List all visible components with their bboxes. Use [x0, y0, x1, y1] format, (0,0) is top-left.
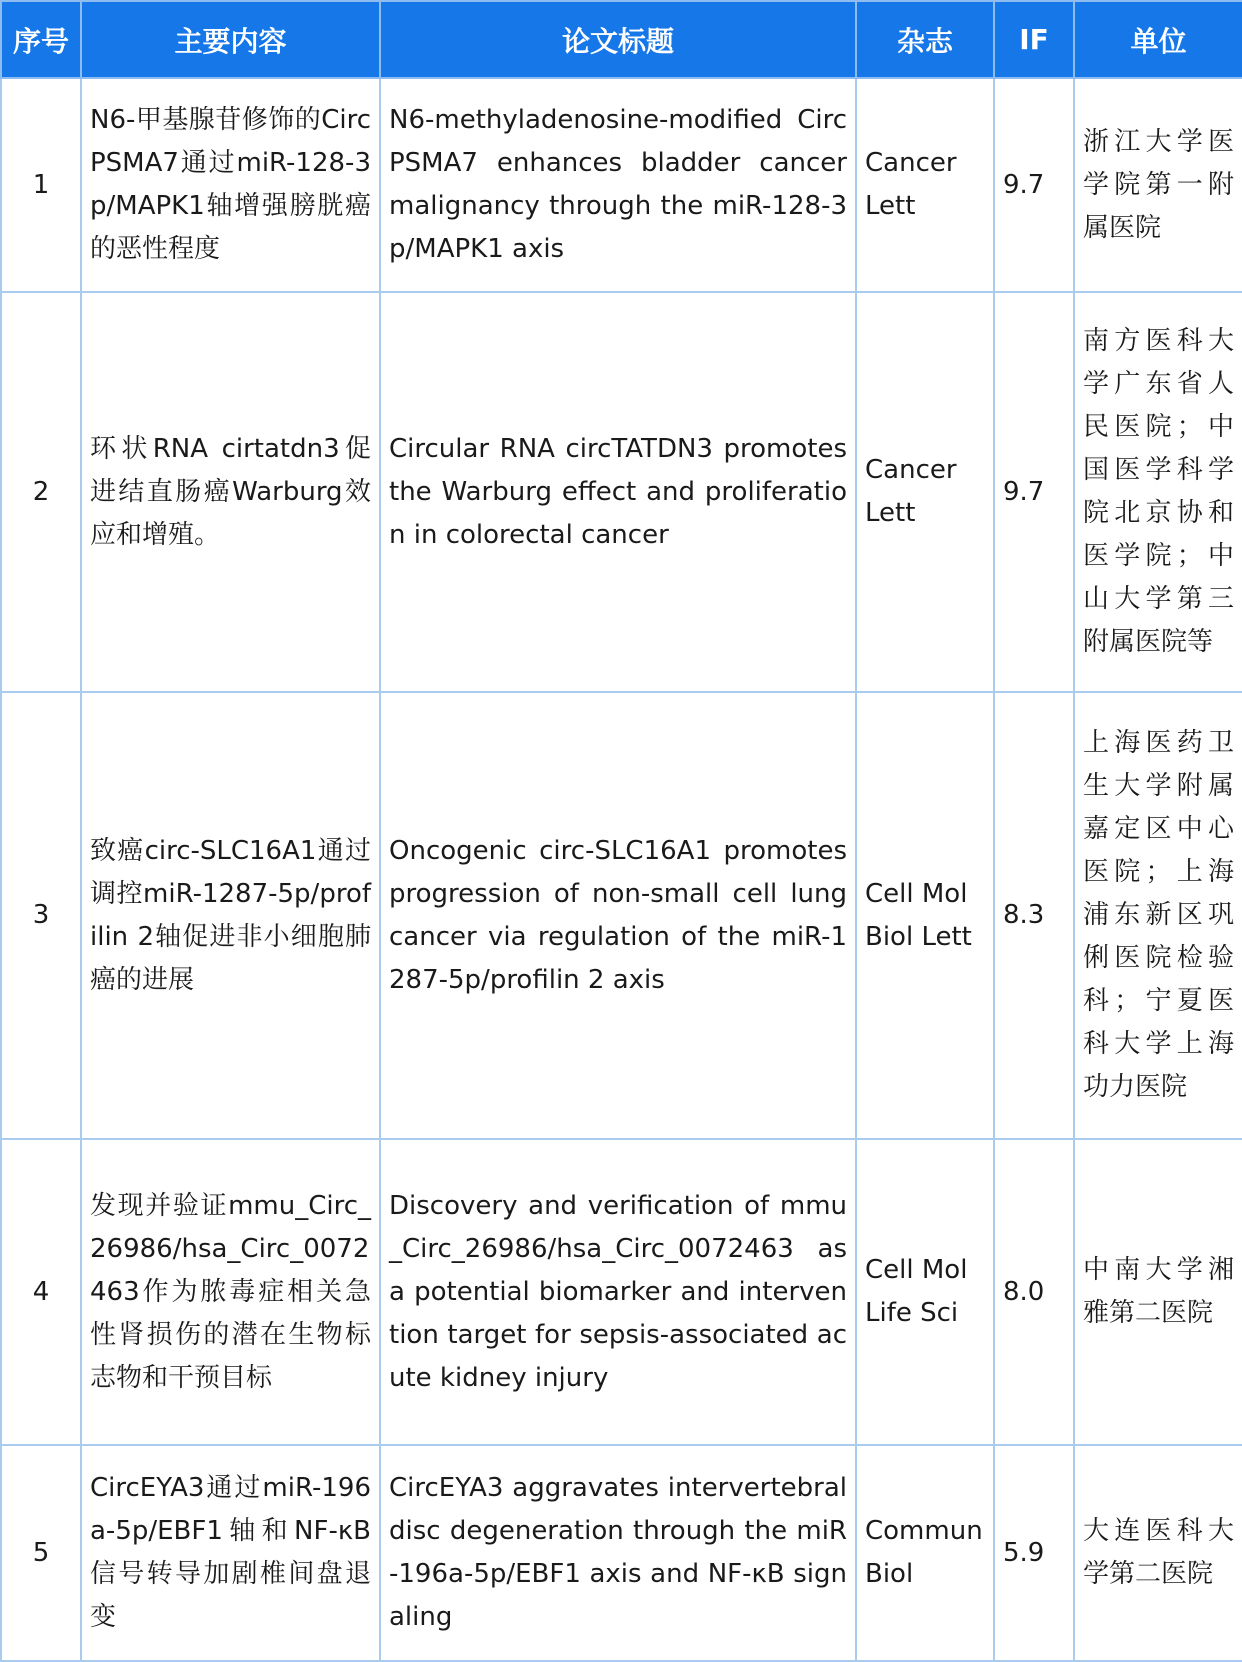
cell-content: N6-甲基腺苷修饰的CircPSMA7通过miR-128-3p/MAPK1轴增强膀胱癌的恶性程度	[81, 78, 380, 292]
cell-unit: 中南大学湘雅第二医院	[1074, 1139, 1242, 1445]
table-row	[1, 292, 1242, 692]
cell-title: N6-methyladenosine-modified CircPSMA7 enhances bladder cancer malignancy through the miR-128-3p/MAPK1 axis	[380, 78, 856, 292]
header-title: 论文标题	[380, 1, 856, 78]
cell-index: 4	[1, 1139, 81, 1445]
table-row	[1, 78, 1242, 292]
table-row	[1, 1139, 1242, 1445]
header-if: IF	[994, 1, 1074, 78]
header-row	[1, 1, 1242, 78]
cell-if: 9.7	[994, 78, 1074, 292]
cell-content: 发现并验证mmu_Circ_26986/hsa_Circ_0072463作为脓毒症相关急性肾损伤的潜在生物标志物和干预目标	[81, 1139, 380, 1445]
cell-if: 9.7	[994, 292, 1074, 692]
cell-title: Discovery and verification of mmu_Circ_26986/hsa_Circ_0072463 as a potential biomarker and intervention target for sepsis-associated acute kidney injury	[380, 1139, 856, 1445]
cell-title: CircEYA3 aggravates intervertebral disc degeneration through the miR-196a-5p/EBF1 axis and NF-κB signaling	[380, 1445, 856, 1661]
cell-journal: Cancer Lett	[856, 292, 994, 692]
cell-index: 2	[1, 292, 81, 692]
table-row	[1, 692, 1242, 1139]
cell-if: 8.0	[994, 1139, 1074, 1445]
cell-journal: Commun Biol	[856, 1445, 994, 1661]
table-row	[1, 1445, 1242, 1661]
cell-journal: Cell Mol Life Sci	[856, 1139, 994, 1445]
cell-content: 环状RNA cirtatdn3促进结直肠癌Warburg效应和增殖。	[81, 292, 380, 692]
cell-if: 8.3	[994, 692, 1074, 1139]
cell-content: CircEYA3通过miR-196a-5p/EBF1轴和NF-κB信号转导加剧椎间盘退变	[81, 1445, 380, 1661]
cell-journal: Cell Mol Biol Lett	[856, 692, 994, 1139]
cell-unit: 上海医药卫生大学附属嘉定区中心医院；上海浦东新区巩俐医院检验科；宁夏医科大学上海功力医院	[1074, 692, 1242, 1139]
cell-title: Circular RNA circTATDN3 promotes the Warburg effect and proliferation in colorectal cancer	[380, 292, 856, 692]
cell-index: 3	[1, 692, 81, 1139]
header-index: 序号	[1, 1, 81, 78]
header-unit: 单位	[1074, 1, 1242, 78]
cell-if: 5.9	[994, 1445, 1074, 1661]
cell-unit: 大连医科大学第二医院	[1074, 1445, 1242, 1661]
cell-title: Oncogenic circ-SLC16A1 promotes progression of non-small cell lung cancer via regulation of the miR-1287-5p/profilin 2 axis	[380, 692, 856, 1139]
cell-unit: 南方医科大学广东省人民医院；中国医学科学院北京协和医学院；中山大学第三附属医院等	[1074, 292, 1242, 692]
cell-unit: 浙江大学医学院第一附属医院	[1074, 78, 1242, 292]
cell-content: 致癌circ-SLC16A1通过调控miR-1287-5p/profilin 2轴促进非小细胞肺癌的进展	[81, 692, 380, 1139]
cell-index: 1	[1, 78, 81, 292]
header-journal: 杂志	[856, 1, 994, 78]
header-content: 主要内容	[81, 1, 380, 78]
cell-index: 5	[1, 1445, 81, 1661]
cell-journal: Cancer Lett	[856, 78, 994, 292]
